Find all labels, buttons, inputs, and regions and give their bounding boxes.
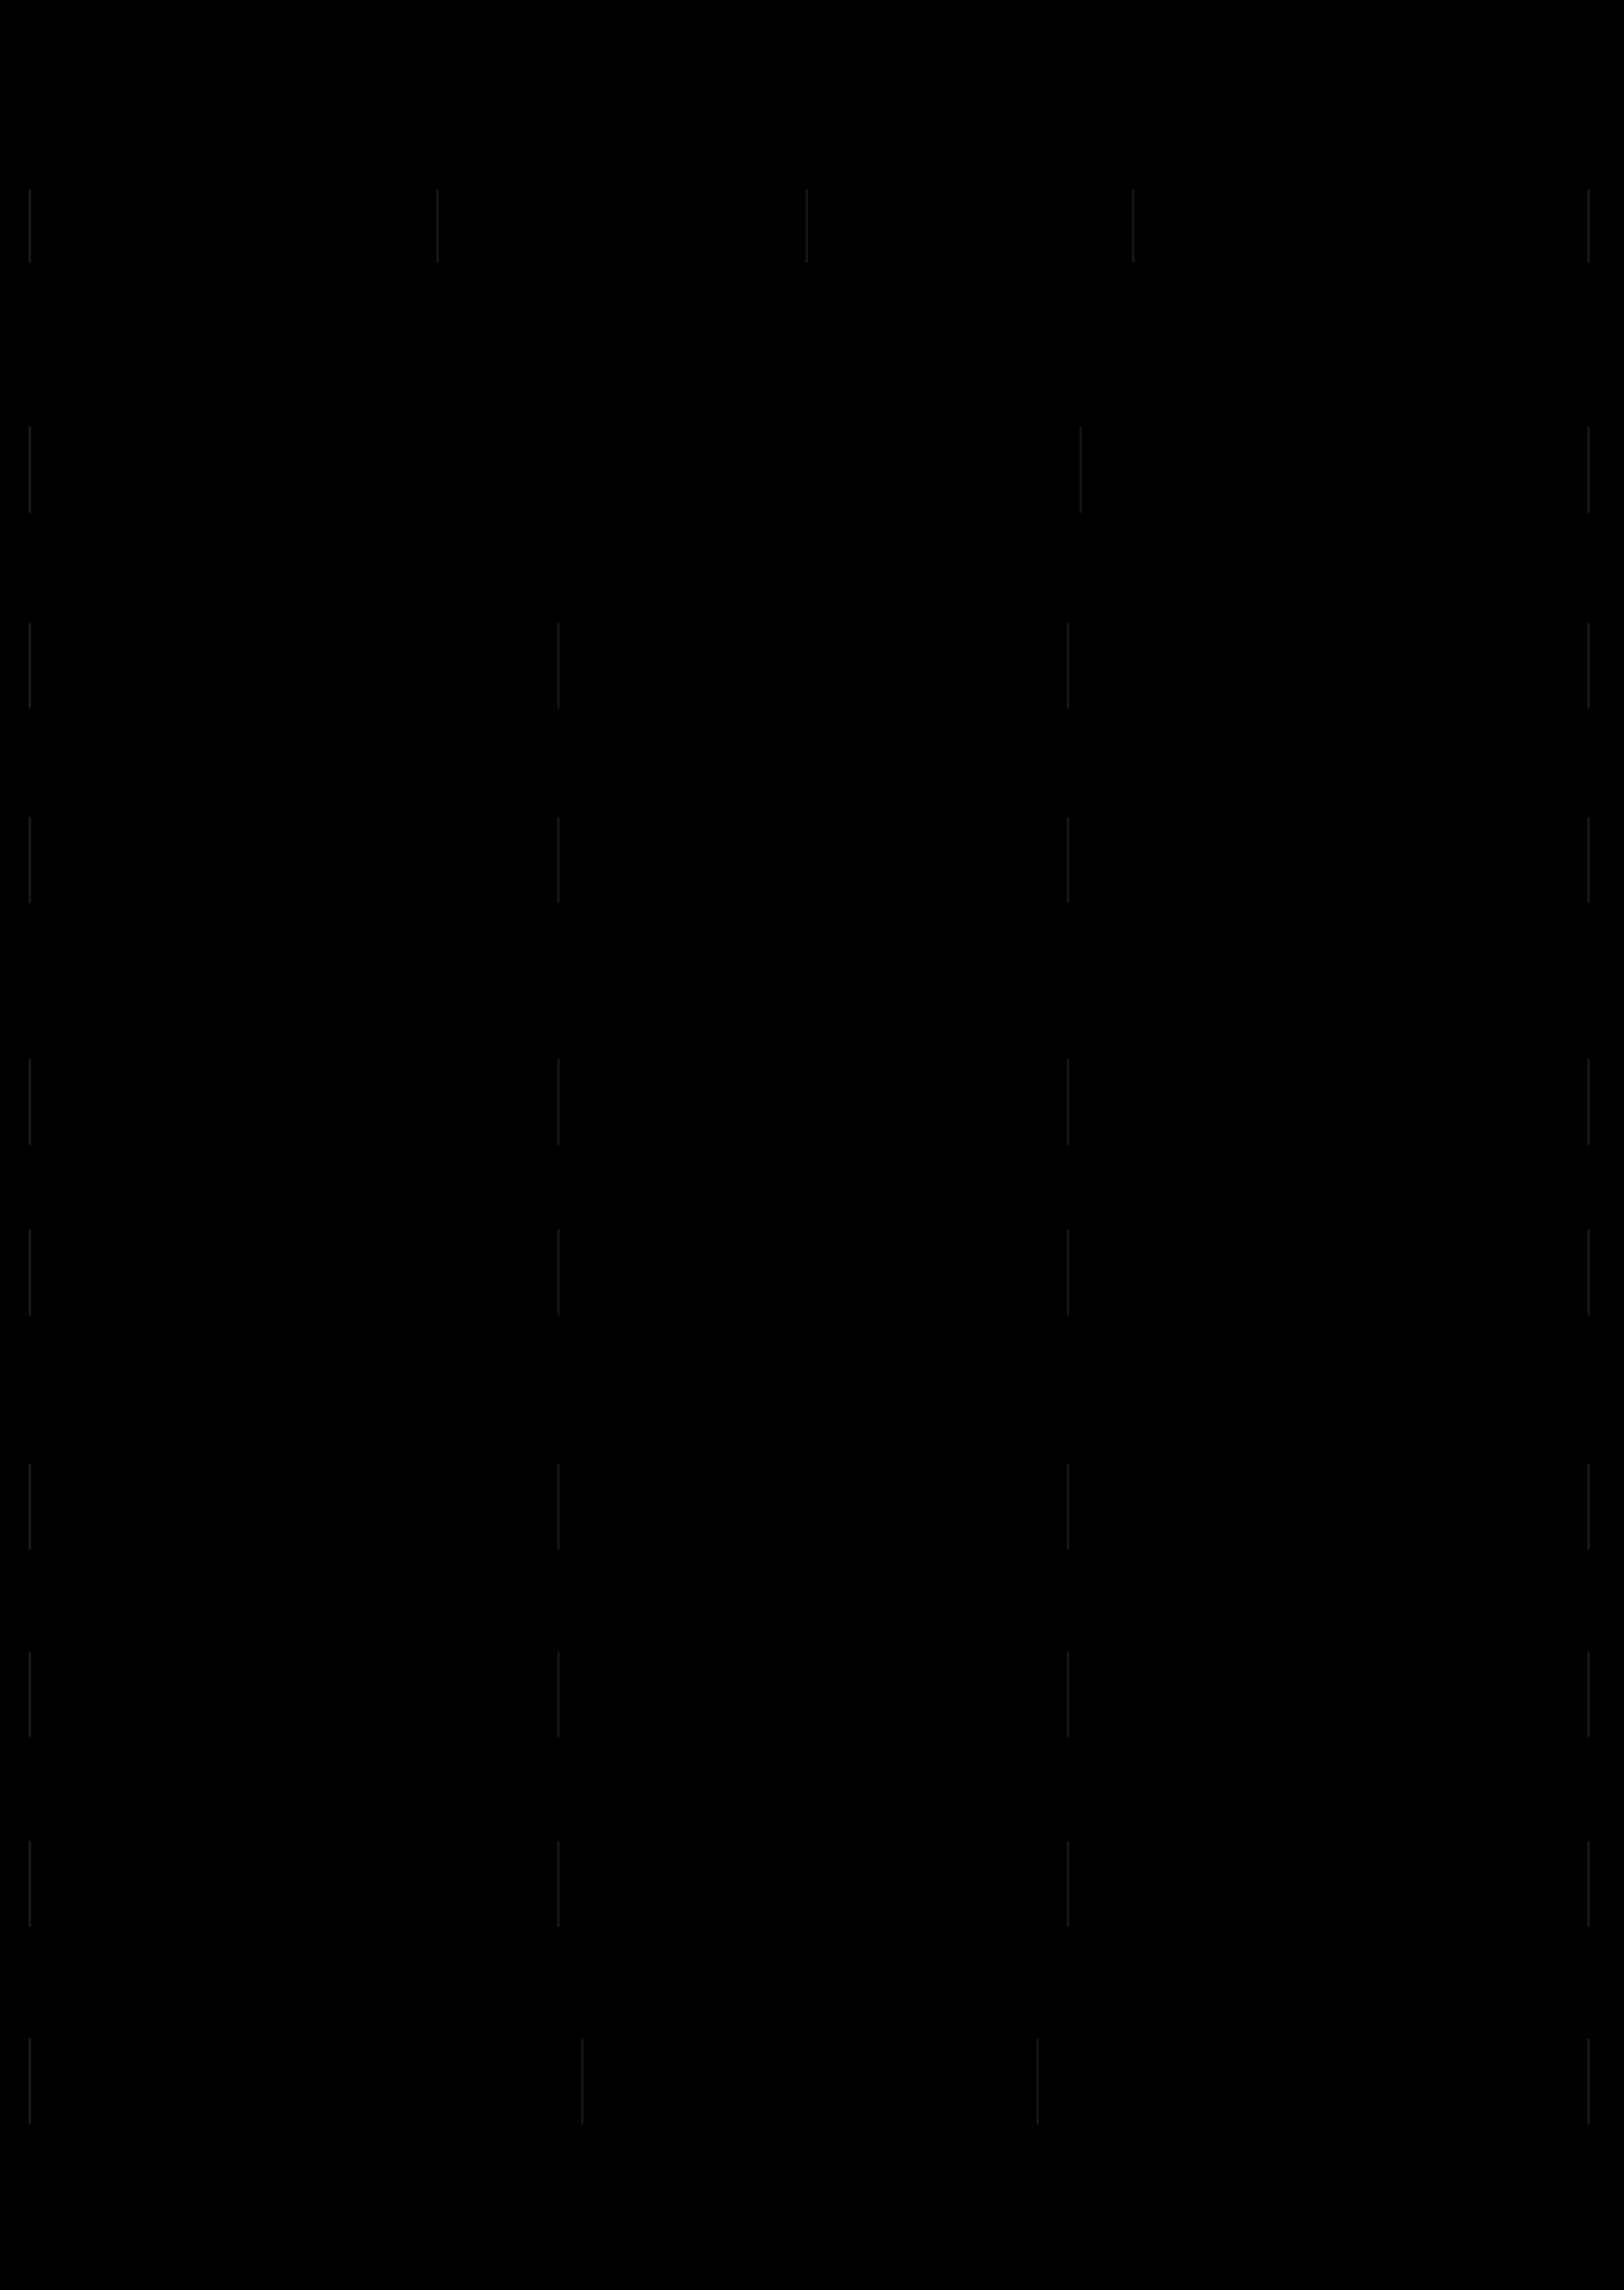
table-row [0,427,1624,513]
table-row [0,1229,1624,1315]
row-rule-right [1587,817,1590,903]
row-rule-2 [1067,1463,1069,1549]
row-rule-right [1587,623,1590,709]
row-rule-right [1587,1059,1590,1145]
row-rule-left [29,623,31,709]
row-rule-left [29,1651,31,1737]
row-rule-left [29,190,31,263]
row-rule-left [29,427,31,513]
row-rule-left [29,2038,31,2124]
row-rule-2 [1067,623,1069,709]
table-row [0,2038,1624,2124]
row-rule-1 [557,1059,560,1145]
row-rule-2 [1067,1229,1069,1315]
row-rule-right [1587,1229,1590,1315]
row-rule-right [1587,1463,1590,1549]
row-rule-3 [1132,190,1134,263]
row-rule-1 [557,1463,560,1549]
row-rule-right [1587,2038,1590,2124]
row-rule-right [1587,1651,1590,1737]
row-rule-2 [806,190,808,263]
row-rule-right [1587,190,1590,263]
row-rule-2 [1067,817,1069,903]
table-row [0,623,1624,709]
row-rule-left [29,1463,31,1549]
table-row [0,190,1624,263]
row-rule-2 [1067,1841,1069,1927]
row-rule-2 [1067,1651,1069,1737]
row-rule-1 [436,190,439,263]
row-rule-1 [557,1841,560,1927]
table-row [0,1463,1624,1549]
row-rule-right [1587,1841,1590,1927]
row-rule-1 [581,2038,584,2124]
row-rule-left [29,1841,31,1927]
row-rule-left [29,817,31,903]
table-row [0,1059,1624,1145]
row-rule-2 [1036,2038,1039,2124]
row-rule-2 [1067,1059,1069,1145]
row-rule-1 [557,1229,560,1315]
row-rule-1 [557,817,560,903]
row-rule-left [29,1229,31,1315]
row-rule-left [29,1059,31,1145]
row-rule-1 [557,1651,560,1737]
table-row [0,817,1624,903]
row-rule-right [1587,427,1590,513]
table-row [0,1841,1624,1927]
table-row [0,1651,1624,1737]
row-rule-1 [557,623,560,709]
row-rule-1 [1079,427,1082,513]
